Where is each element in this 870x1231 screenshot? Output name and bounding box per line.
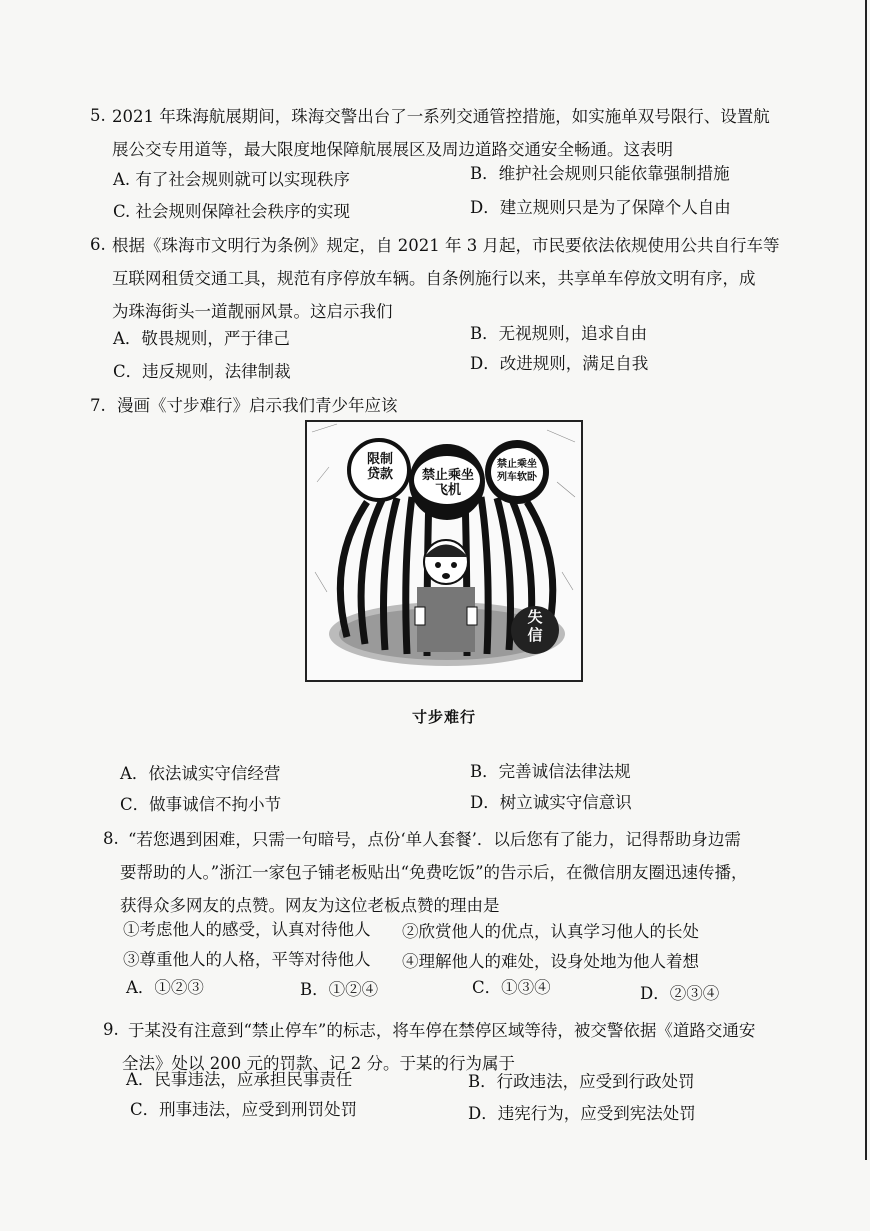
q8-stem-line2: 要帮助的人。”浙江一家包子铺老板贴出“免费吃饭”的告示后，在微信朋友圈迅速传播， bbox=[120, 863, 748, 882]
q7-number: 7. bbox=[90, 396, 106, 415]
q8-option-a: A．①②③ bbox=[126, 978, 204, 997]
q6-option-a: A．敬畏规则，严于律己 bbox=[113, 329, 290, 348]
q9-option-d: D．违宪行为，应受到宪法处罚 bbox=[468, 1104, 696, 1123]
q8-statement-3: ③尊重他人的人格，平等对待他人 bbox=[123, 950, 371, 969]
q9-stem-line2: 全法》处以 200 元的罚款、记 2 分。于某的行为属于 bbox=[122, 1054, 515, 1073]
q8-option-d: D．②③④ bbox=[640, 984, 720, 1003]
q9-option-a: A．民事违法，应承担民事责任 bbox=[126, 1070, 353, 1089]
q9-number: 9. bbox=[103, 1020, 119, 1039]
q8-statement-1: ①考虑他人的感受，认真对待他人 bbox=[123, 920, 371, 939]
q5-stem-line2: 展公交专用道等，最大限度地保障航展展区及周边道路交通安全畅通。这表明 bbox=[112, 140, 673, 159]
q5-option-d: D．建立规则只是为了保障个人自由 bbox=[470, 198, 731, 217]
cartoon-caption: 寸步难行 bbox=[412, 708, 477, 726]
q6-stem bbox=[112, 229, 792, 328]
q7-option-d: D．树立诚实守信意识 bbox=[470, 793, 632, 812]
q9-option-b: B．行政违法，应受到行政处罚 bbox=[468, 1072, 695, 1091]
q6-number: 6. bbox=[90, 235, 106, 254]
q9-stem-line1: 于某没有注意到“禁止停车”的标志，将车停在禁停区域等待，被交警依据《道路交通安 bbox=[128, 1021, 756, 1040]
cartoon-label-loan: 限制贷款 bbox=[366, 452, 393, 482]
page-edge-line bbox=[865, 0, 867, 1160]
q5-number: 5. bbox=[90, 106, 106, 125]
q8-stem-line1: “若您遇到困难，只需一句暗号，点份‘单人套餐’．以后您有了能力，记得帮助身边需 bbox=[128, 830, 741, 849]
q8-option-b: B．①②④ bbox=[300, 980, 379, 999]
q6-option-c: C．违反规则，法律制裁 bbox=[113, 362, 291, 381]
q7-option-a: A．依法诚实守信经营 bbox=[120, 764, 281, 783]
q6-option-d: D．改进规则，满足自我 bbox=[470, 354, 649, 373]
q8-statement-2: ②欣赏他人的优点，认真学习他人的长处 bbox=[402, 922, 699, 941]
q5-stem bbox=[112, 100, 792, 166]
cartoon-label-dishonest: 失信 bbox=[527, 608, 543, 644]
q5-option-a: A. 有了社会规则就可以实现秩序 bbox=[113, 170, 350, 189]
q7-option-c: C．做事诚信不拘小节 bbox=[120, 795, 282, 814]
q8-stem-line3: 获得众多网友的点赞。网友为这位老板点赞的理由是 bbox=[120, 896, 500, 915]
cartoon-label-train: 禁止乘坐列车软卧 bbox=[497, 459, 537, 483]
q9-option-c: C．刑事违法，应受到刑罚处罚 bbox=[130, 1100, 358, 1119]
q6-option-b: B．无视规则，追求自由 bbox=[470, 324, 648, 343]
q5-option-c: C. 社会规则保障社会秩序的实现 bbox=[113, 202, 351, 221]
q6-stem-line2: 互联网租赁交通工具，规范有序停放车辆。自条例施行以来，共享单车停放文明有序，成 bbox=[112, 269, 756, 288]
q5-option-b: B．维护社会规则只能依靠强制措施 bbox=[470, 164, 730, 183]
q8-option-c: C．①③④ bbox=[472, 978, 551, 997]
q6-stem-line1: 根据《珠海市文明行为条例》规定，自 2021 年 3 月起，市民要依法依规使用公共自行车等 bbox=[112, 236, 780, 255]
q8-stem bbox=[120, 823, 793, 922]
q6-stem-line3: 为珠海街头一道靓丽风景。这启示我们 bbox=[112, 302, 393, 321]
cartoon-image bbox=[305, 420, 583, 682]
q8-number: 8. bbox=[103, 829, 119, 848]
q7-stem: 漫画《寸步难行》启示我们青少年应该 bbox=[117, 396, 398, 415]
q5-stem-line1: 2021 年珠海航展期间，珠海交警出台了一系列交通管控措施，如实施单双号限行、设置航 bbox=[112, 107, 770, 126]
q8-statement-4: ④理解他人的难处，设身处地为他人着想 bbox=[402, 952, 699, 971]
q7-option-b: B．完善诚信法律法规 bbox=[470, 762, 631, 781]
cartoon-label-plane: 禁止乘坐飞机 bbox=[421, 468, 474, 498]
